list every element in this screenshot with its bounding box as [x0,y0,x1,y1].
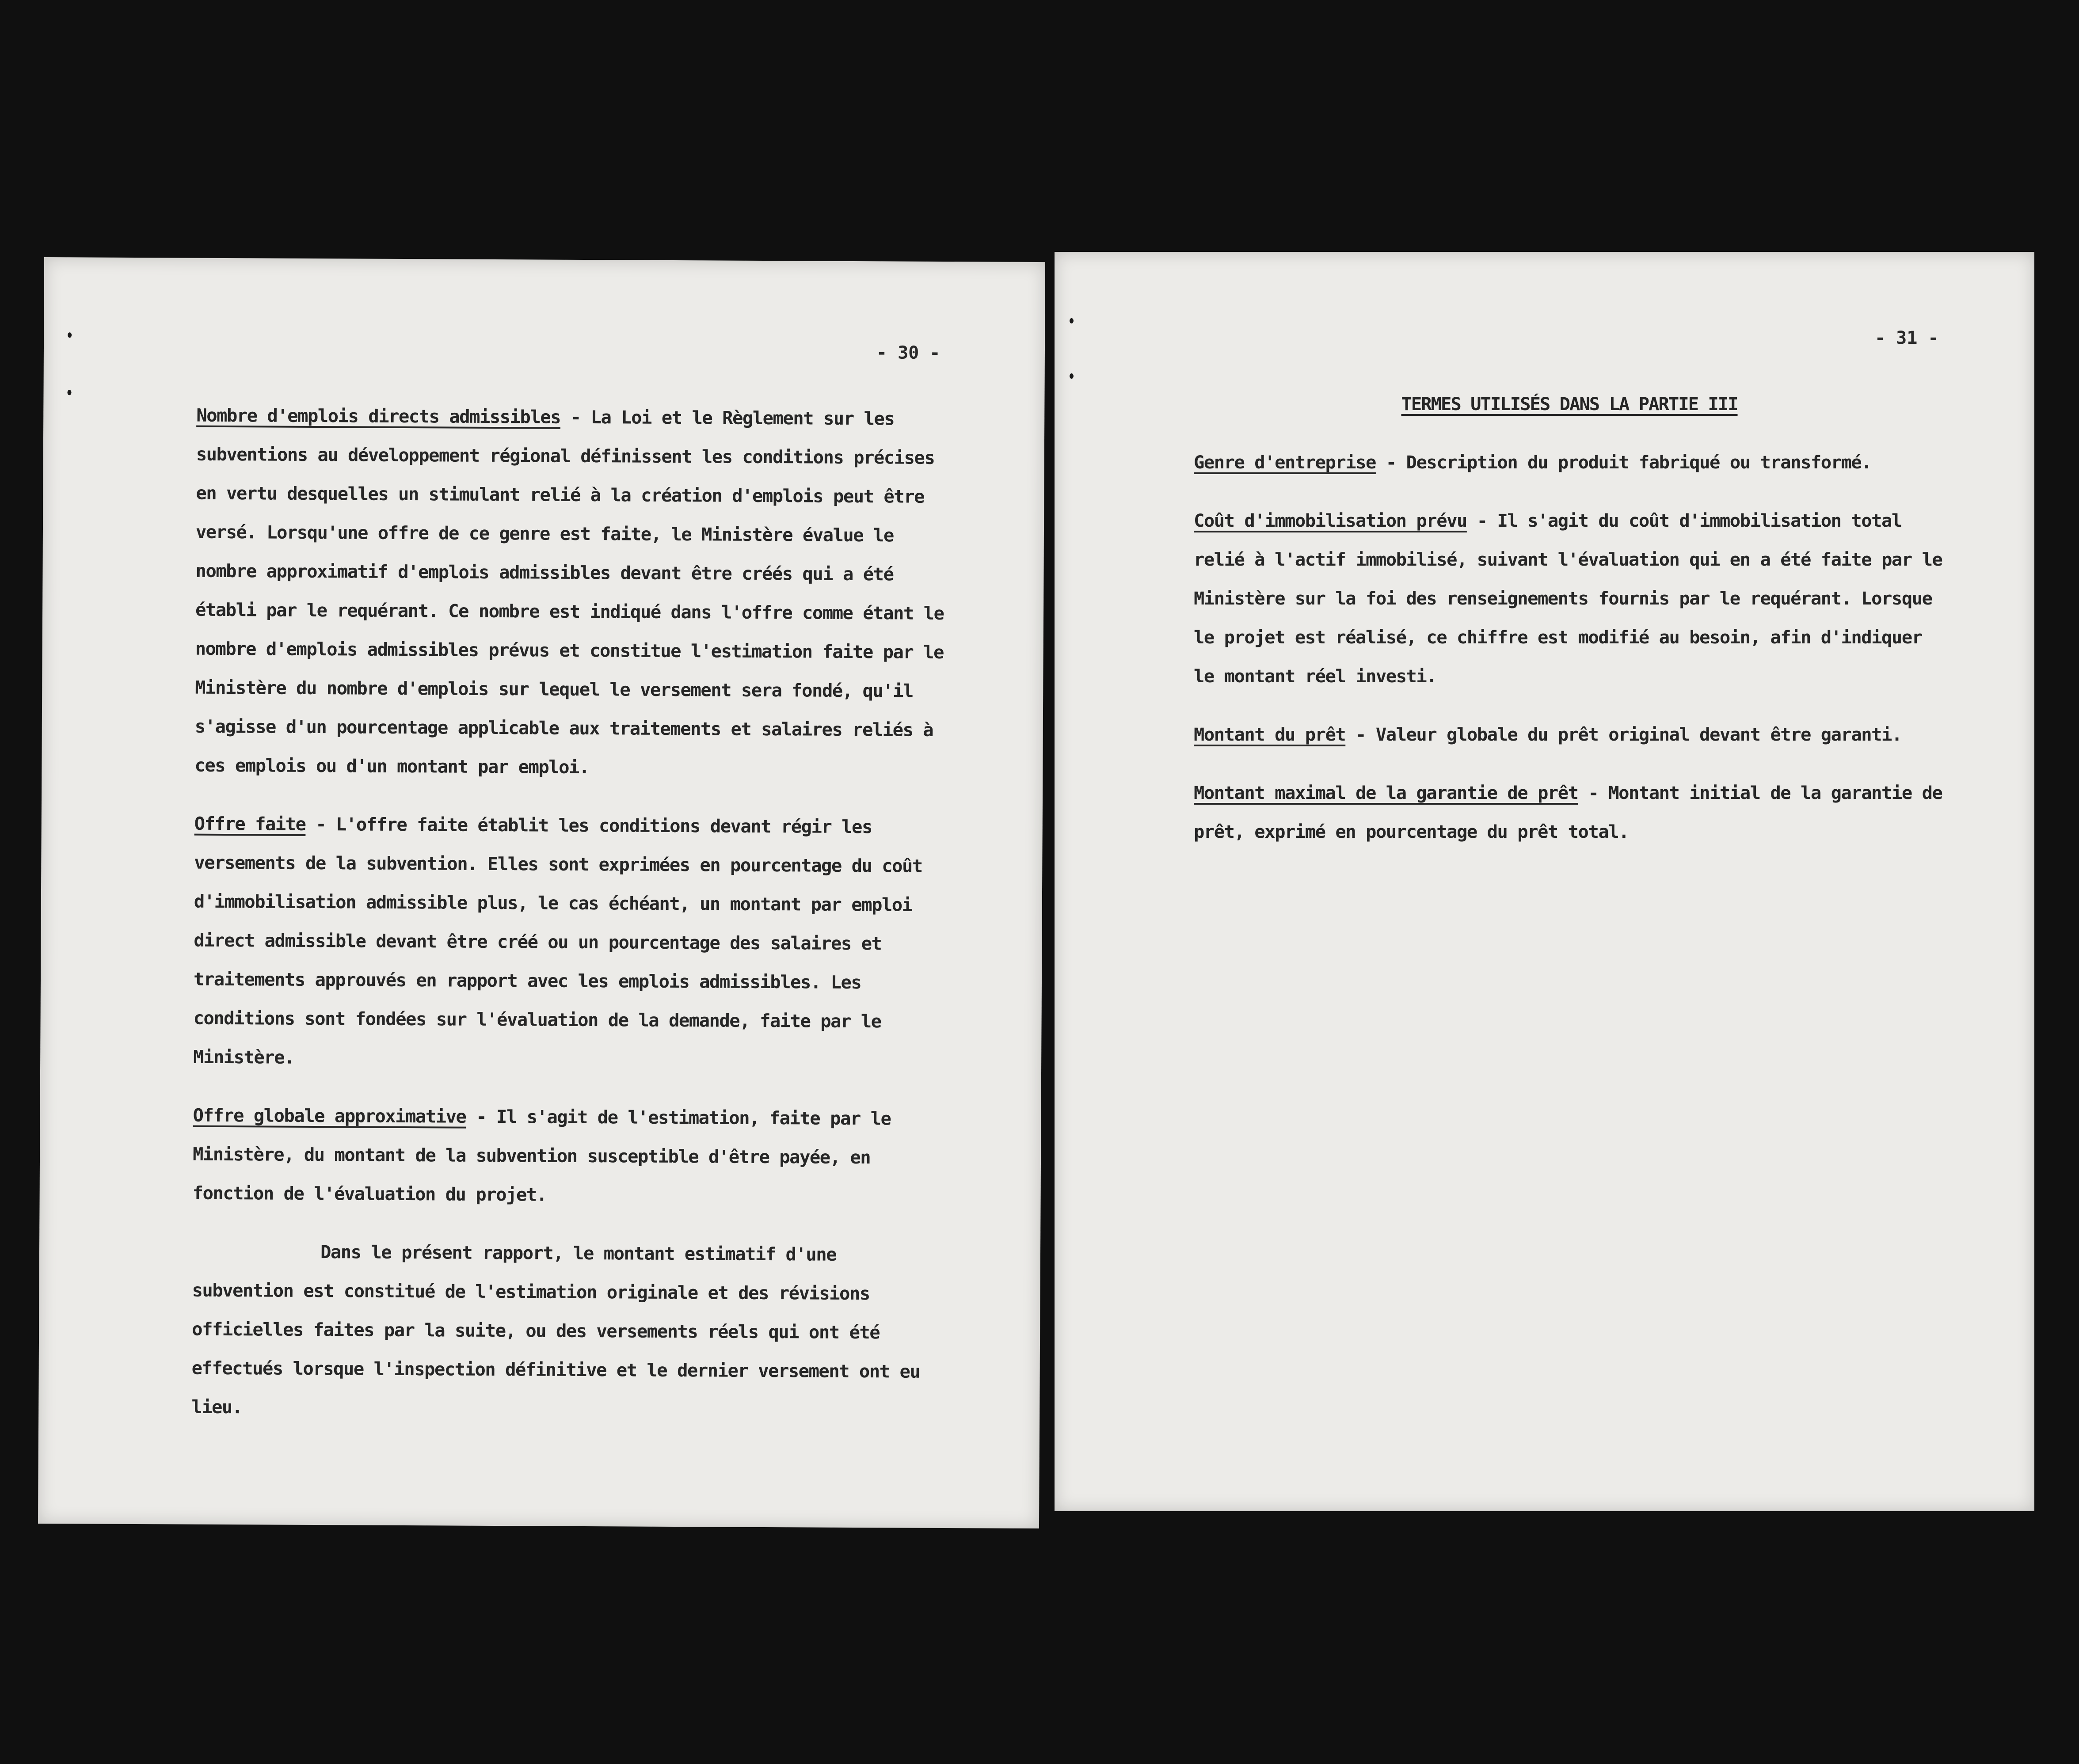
definition-paragraph [1194,715,1945,754]
page-number: - 31 - [1875,328,1939,348]
defined-term: Genre d'entreprise [1194,452,1376,473]
definition-text: - Il s'agit du coût d'immobilisation total relié à l'actif immobilisé, suivant l'évaluation qui en a été faite par le Ministère sur la foi des renseignements fournis par le requérant. Lorsque le projet est réalisé, ce chiffre est modifié au besoin, afin d'indiquer le montant réel investi. [1194,510,1942,687]
definition-paragraph [1194,501,1945,696]
definition-paragraph [1194,443,1945,482]
defined-term: Offre globale approximative [193,1104,466,1127]
left-page [38,257,1045,1528]
defined-term: Montant du prêt [1194,724,1346,745]
defined-term: Montant maximal de la garantie de prêt [1194,782,1578,803]
definition-text: - Il s'agit de l'estimation, faite par le Ministère, du montant de la subvention susceptible d'être payée, en fonction de l'évaluation du projet. [192,1106,891,1205]
defined-term: Offre faite [194,813,306,835]
page-number: - 30 - [876,342,940,363]
closing-paragraph [191,1232,946,1430]
definition-paragraph [1194,773,1945,851]
punch-hole-mark [1070,373,1074,379]
defined-term: Nombre d'emplois directs admissibles [196,404,561,428]
closing-text: Dans le présent rapport, le montant estimatif d'une subvention est constitué de l'estimation originale et des révisions officielles faites par la suite, ou des versements réels qui ont été effectués lorsque l'inspection définitive et le dernier versement ont eu lieu. [191,1241,920,1418]
right-page [1055,252,2034,1511]
left-page-body [191,396,950,1449]
definition-paragraph [194,396,950,788]
right-page-body [1194,384,1945,871]
definition-text: - Valeur globale du prêt original devant être garanti. [1345,724,1902,745]
definition-text: - L'offre faite établit les conditions devant régir les versements de la subvention. Elles sont exprimées en pourcentage du coût d'immobilisation admissible plus, le cas échéant, un montant par emploi direct admissible devant être créé ou un pourcentage des salaires et traitements approuvés en rapport avec les emplois admissibles. Les conditions sont fondées sur l'évaluation de la demande, faite par le Ministère. [193,813,923,1068]
definition-text: - Montant initial de la garantie de prêt, exprimé en pourcentage du prêt total. [1194,782,1942,842]
punch-hole-mark [67,390,71,395]
punch-hole-mark [1070,318,1074,323]
defined-term: Coût d'immobilisation prévu [1194,510,1467,531]
definition-paragraph [193,804,948,1080]
punch-hole-mark [68,332,72,338]
section-heading: TERMES UTILISÉS DANS LA PARTIE III [1401,393,1738,414]
definition-paragraph [192,1096,946,1216]
definition-text: - Description du produit fabriqué ou transformé. [1375,452,1872,473]
definition-text: - La Loi et le Règlement sur les subventions au développement régional définissent les conditions précises en vertu desquelles un stimulant relié à la création d'emplois peut être versé. Lorsqu'une offre de ce genre est faite, le Ministère évalue le nombre approximatif d'emplois admissibles devant être créés qui a été établi par le requérant. Ce nombre est indiqué dans l'offre comme étant le nombre d'emplois admissibles prévus et constitue l'estimation faite par le Ministère du nombre d'emplois sur lequel le versement sera fondé, qu'il s'agisse d'un pourcentage applicable aux traitements et salaires reliés à ces emplois ou d'un montant par emploi. [194,406,944,778]
